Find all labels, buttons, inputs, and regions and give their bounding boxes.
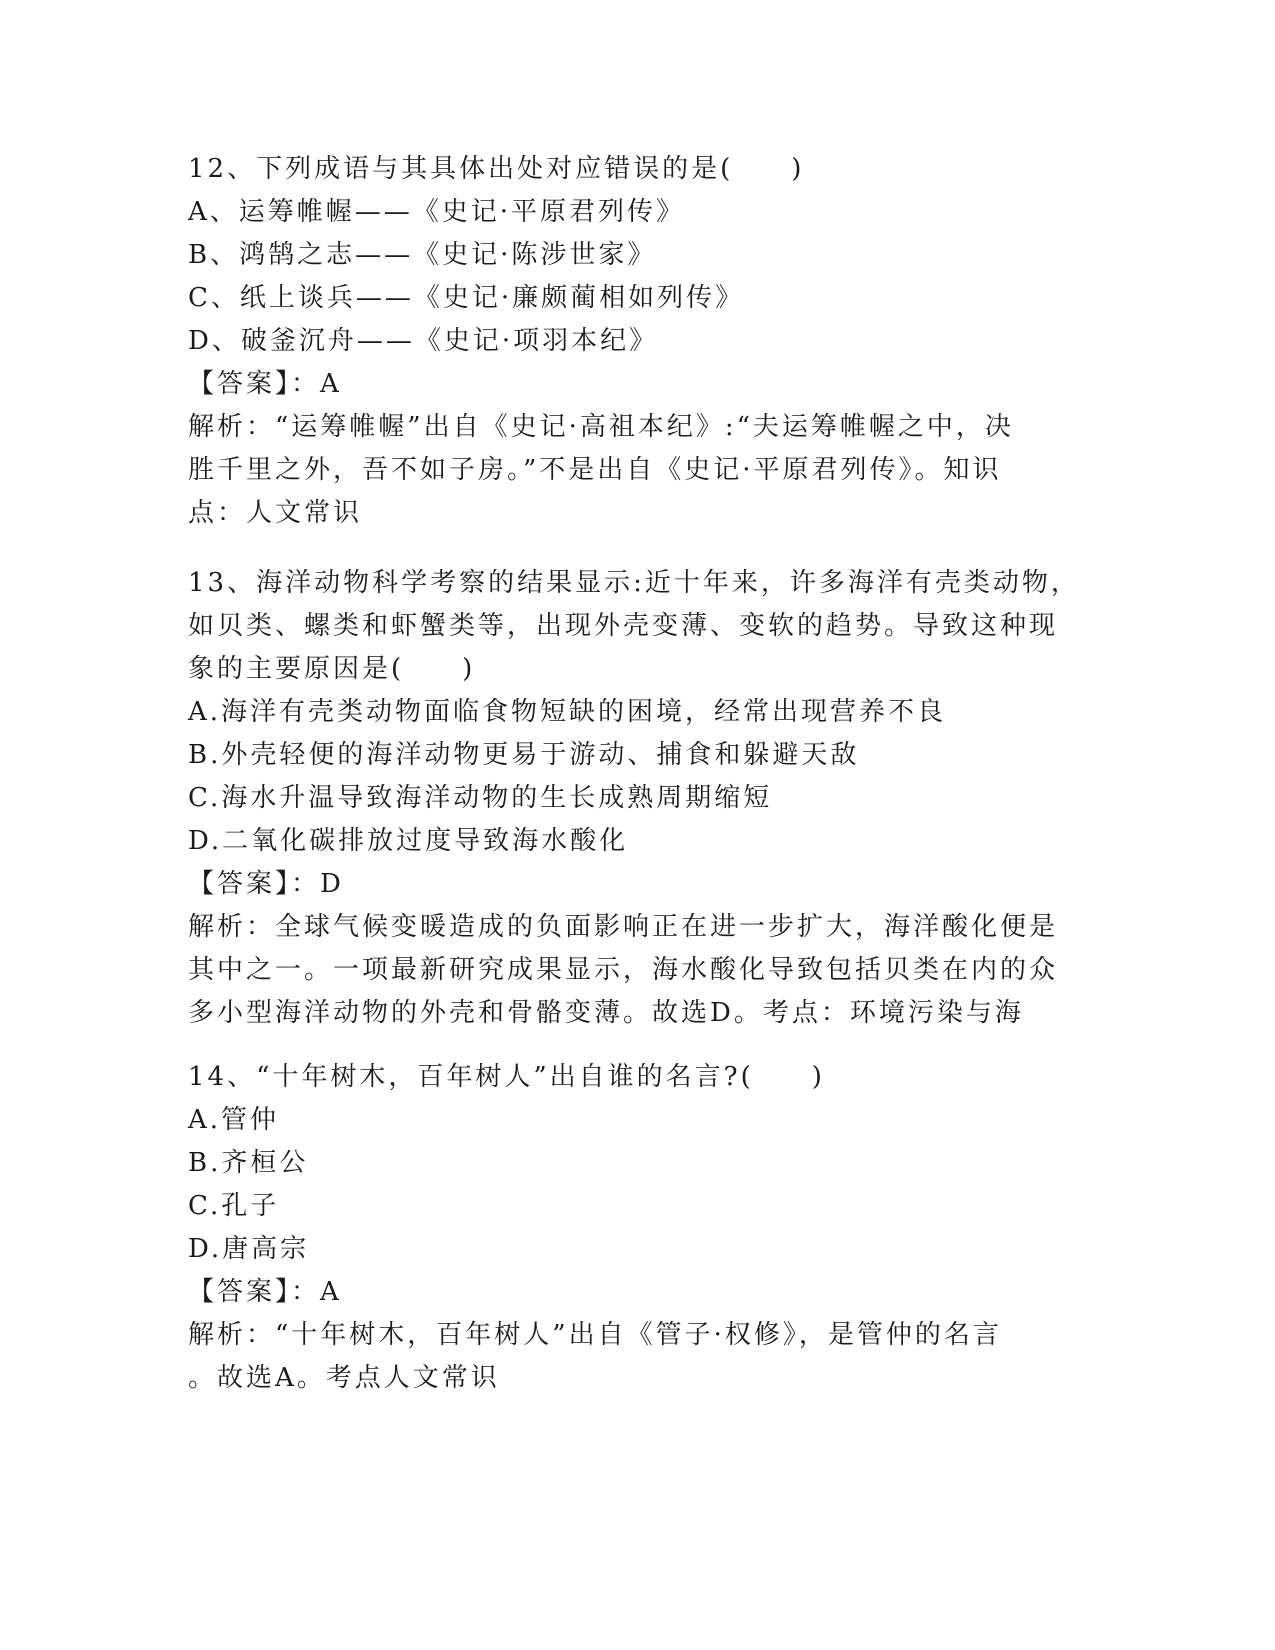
answer-line: 【答案】：A — [188, 369, 342, 399]
explanation-line: 解析：“运筹帷幄”出自《史记·高祖本纪》:“夫运筹帷幄之中，决 — [188, 412, 1014, 442]
question-13 — [188, 562, 1078, 1035]
explanation-line: 解析：“十年树木，百年树人”出自《管子·权修》，是管仲的名言 — [188, 1320, 1002, 1350]
option-d: D、破釜沉舟——《史记·项羽本纪》 — [188, 326, 659, 356]
explanation-line: 胜千里之外，吾不如子房。”不是出自《史记·平原君列传》。知识 — [188, 455, 1002, 485]
explanation-line: 解析：全球气候变暖造成的负面影响正在进一步扩大，海洋酸化便是 — [188, 912, 1059, 942]
question-12 — [188, 148, 1078, 535]
option-b: B.外壳轻便的海洋动物更易于游动、捕食和躲避天敌 — [188, 740, 860, 770]
option-d: D.二氧化碳排放过度导致海水酸化 — [188, 826, 629, 856]
option-b: B.齐桓公 — [188, 1148, 309, 1178]
answer-line: 【答案】：A — [188, 1277, 342, 1307]
question-stem-line: 12、下列成语与其具体出处对应错误的是( ) — [188, 154, 805, 184]
explanation-line: 其中之一。一项最新研究成果显示，海水酸化导致包括贝类在内的众 — [188, 955, 1059, 985]
answer-line: 【答案】：D — [188, 869, 344, 899]
option-b: B、鸿鹄之志——《史记·陈涉世家》 — [188, 240, 657, 270]
question-stem-line: 14、“十年树木，百年树人”出自谁的名言?( ) — [188, 1062, 825, 1092]
option-d: D.唐高宗 — [188, 1234, 310, 1264]
explanation-line: 点：人文常识 — [188, 498, 363, 528]
option-a: A.管仲 — [188, 1105, 280, 1135]
explanation-line: 。故选A。考点人文常识 — [188, 1363, 500, 1393]
option-a: A.海洋有壳类动物面临食物短缺的困境，经常出现营养不良 — [188, 697, 947, 727]
question-stem-line: 如贝类、螺类和虾蟹类等，出现外壳变薄、变软的趋势。导致这种现 — [188, 611, 1059, 641]
option-c: C.海水升温导致海洋动物的生长成熟周期缩短 — [188, 783, 773, 813]
question-14 — [188, 1056, 1078, 1400]
option-c: C.孔子 — [188, 1191, 280, 1221]
option-c: C、纸上谈兵——《史记·廉颇蔺相如列传》 — [188, 283, 745, 313]
question-stem-line: 象的主要原因是( ) — [188, 654, 476, 684]
question-stem-line: 13、海洋动物科学考察的结果显示:近十年来，许多海洋有壳类动物， — [188, 568, 1080, 598]
explanation-line: 多小型海洋动物的外壳和骨骼变薄。故选D。考点：环境污染与海 — [188, 998, 1024, 1028]
option-a: A、运筹帷幄——《史记·平原君列传》 — [188, 197, 686, 227]
